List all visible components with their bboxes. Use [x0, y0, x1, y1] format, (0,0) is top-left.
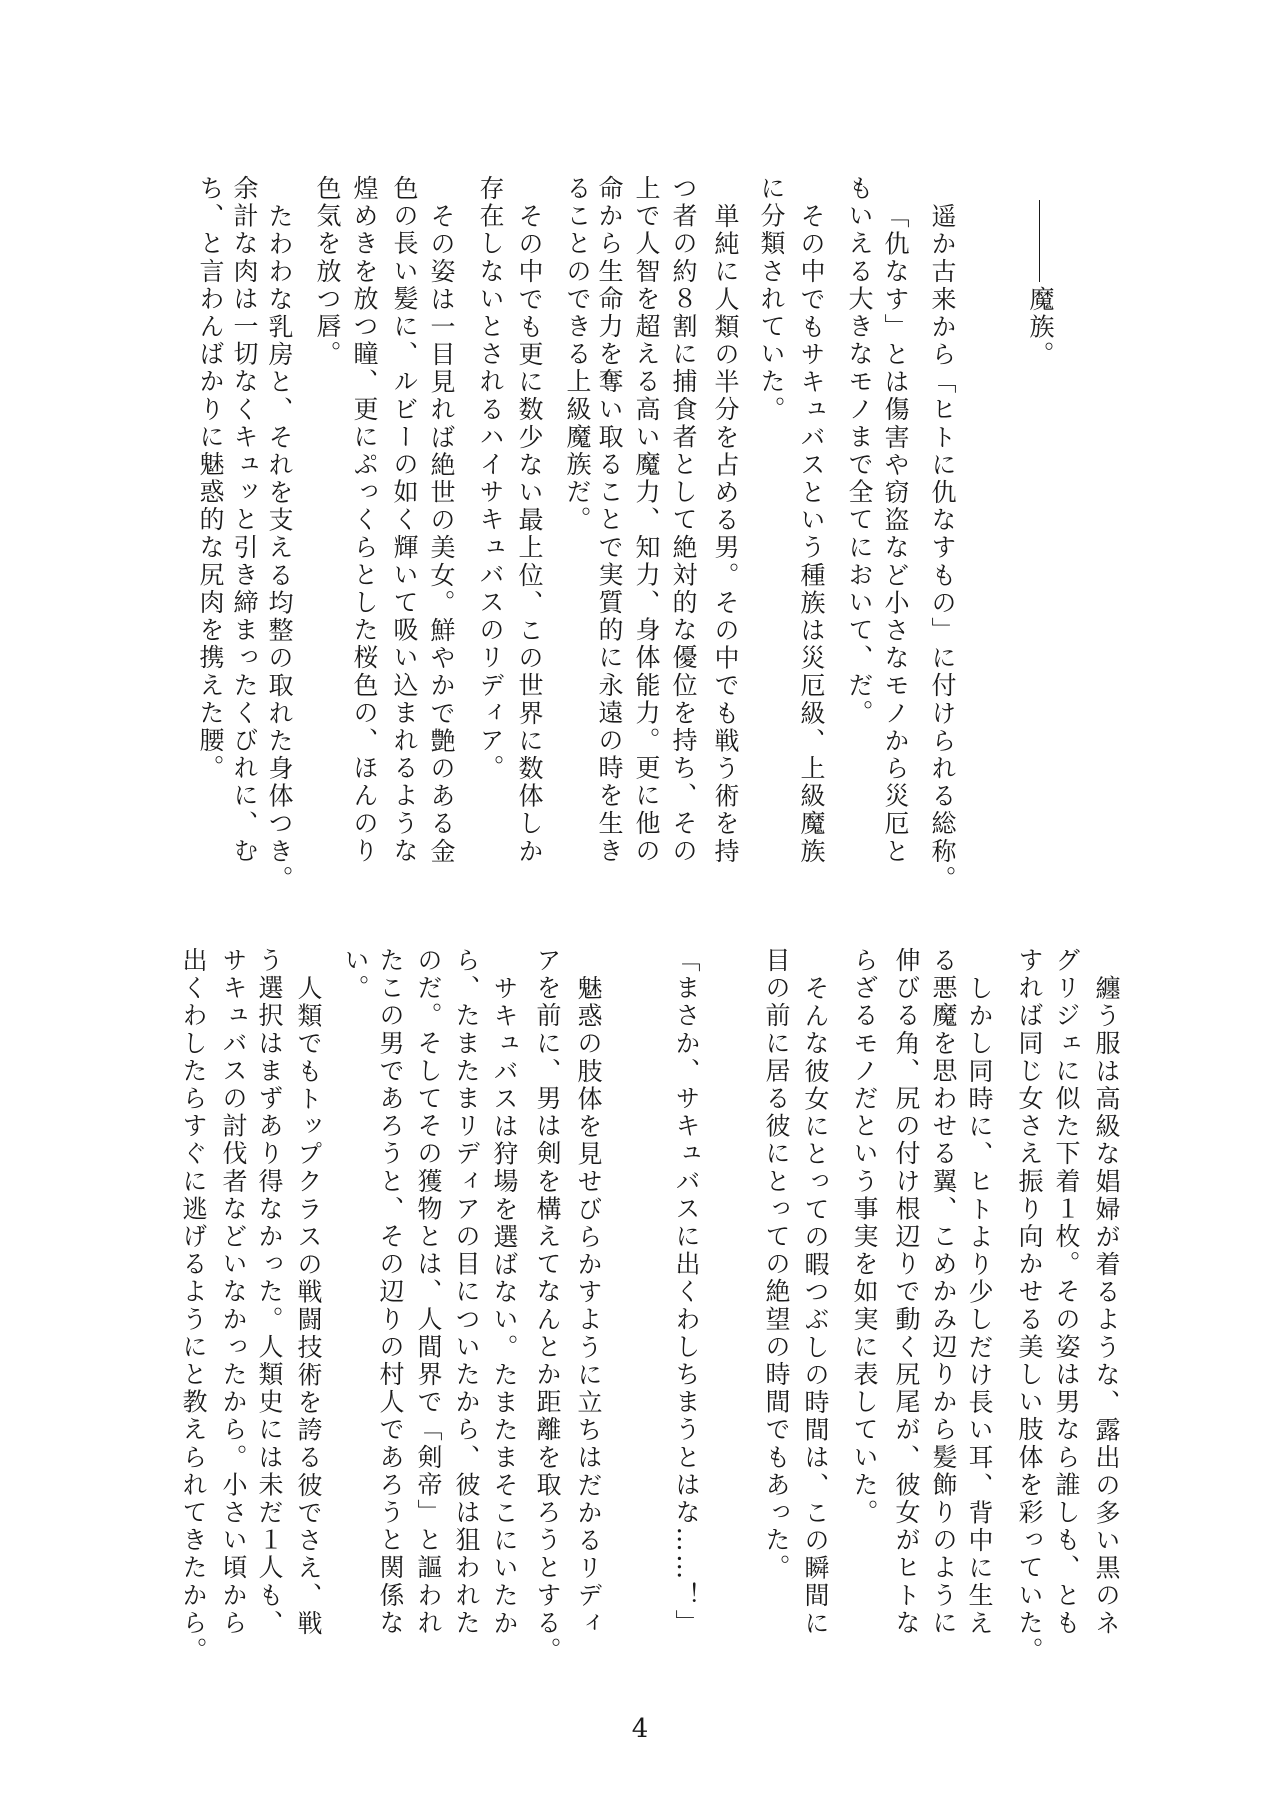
text-line: 伸びる角、尻の付け根辺りで動く尻尾が、彼女がヒトな — [892, 947, 921, 1637]
text-line: 単純に人類の半分を占める男。その中でも戦う術を持 — [711, 202, 740, 865]
text-line: そんな彼女にとっての暇つぶしの時間は、この瞬間に — [801, 974, 830, 1637]
text-line: つ者の約８割に捕食者として絶対的な優位を持ち、その — [669, 175, 698, 865]
em-dash-rule — [1039, 200, 1040, 282]
text-line: たこの男であろうと、その辺りの村人であろうと関係な — [376, 947, 405, 1637]
text-line: もいえる大きなモノまで全てにおいて、だ。 — [845, 175, 874, 727]
text-line: 「仇なす」とは傷害や窃盗など小さなモノから災厄と — [881, 202, 910, 865]
text-line: に分類されていた。 — [757, 175, 786, 424]
text-line: その中でも更に数少ない最上位、この世界に数体しか — [515, 202, 544, 865]
text-line: う選択はまずあり得なかった。人類史には未だ１人も、 — [255, 947, 284, 1637]
text-line: アを前に、男は剣を構えてなんとか距離を取ろうとする。 — [533, 947, 562, 1665]
text-line: 遥か古来から「ヒトに仇なすもの」に付けられる総称。 — [928, 202, 957, 893]
text-line: 余計な肉は一切なくキュッと引き締まったくびれに、む — [230, 175, 259, 865]
text-line: らざるモノだという事実を如実に表していた。 — [850, 947, 879, 1527]
text-line: 人類でもトップクラスの戦闘技術を誇る彼でさえ、戦 — [294, 974, 323, 1637]
text-line: 上で人智を超える高い魔力、知力、身体能力。更に他の — [632, 175, 661, 865]
text-line: ることのできる上級魔族だ。 — [563, 175, 592, 534]
text-line: ら、たまたまリディアの目についたから、彼は狙われた — [452, 947, 481, 1637]
text-line: 色気を放つ唇。 — [313, 175, 342, 369]
text-line: ち、と言わんばかりに魅惑的な尻肉を携えた腰。 — [196, 175, 225, 783]
text-line: 「まさか、サキュバスに出くわしちまうとはな……！」 — [672, 947, 701, 1637]
text-line: 色の長い髪に、ルビーの如く輝いて吸い込まれるような — [390, 175, 419, 865]
text-line: 煌めきを放つ瞳、更にぷっくらとした桜色の、ほんのり — [350, 175, 379, 865]
text-line: 存在しないとされるハイサキュバスのリディア。 — [476, 175, 505, 783]
text-line: 命から生命力を奪い取ることで実質的に永遠の時を生き — [595, 175, 624, 865]
text-line: 出くわしたらすぐに逃げるようにと教えられてきたから。 — [179, 947, 208, 1665]
text-line: しかし同時に、ヒトより少しだけ長い耳、背中に生え — [965, 974, 994, 1637]
page-number: 4 — [631, 1714, 649, 1744]
text-line: 魅惑の肢体を見せびらかすように立ちはだかるリディ — [574, 974, 603, 1637]
text-line: すれば同じ女さえ振り向かせる美しい肢体を彩っていた。 — [1015, 947, 1044, 1665]
text-line: い。 — [341, 947, 370, 1003]
text-line: サキュバスは狩場を選ばない。たまたまそこにいたか — [490, 974, 519, 1637]
text-line: その中でもサキュバスという種族は災厄級、上級魔族 — [797, 202, 826, 865]
text-line: 纏う服は高級な娼婦が着るような、露出の多い黒のネ — [1092, 974, 1121, 1637]
text-line: 目の前に居る彼にとっての絶望の時間でもあった。 — [762, 947, 791, 1582]
text-line: グリジェに似た下着１枚。その姿は男なら誰しも、とも — [1052, 947, 1081, 1637]
chapter-heading: 魔族。 — [1026, 286, 1055, 369]
text-line: サキュバスの討伐者などいなかったから。小さい頃から — [219, 947, 248, 1637]
text-line: その姿は一目見れば絶世の美女。鮮やかで艶のある金 — [427, 202, 456, 865]
text-line: る悪魔を思わせる翼、こめかみ辺りから髪飾りのように — [929, 947, 958, 1637]
text-line: たわわな乳房と、それを支える均整の取れた身体つき。 — [265, 202, 294, 893]
text-line: のだ。そしてその獲物とは、人間界で「剣帝」と謳われ — [414, 947, 443, 1637]
